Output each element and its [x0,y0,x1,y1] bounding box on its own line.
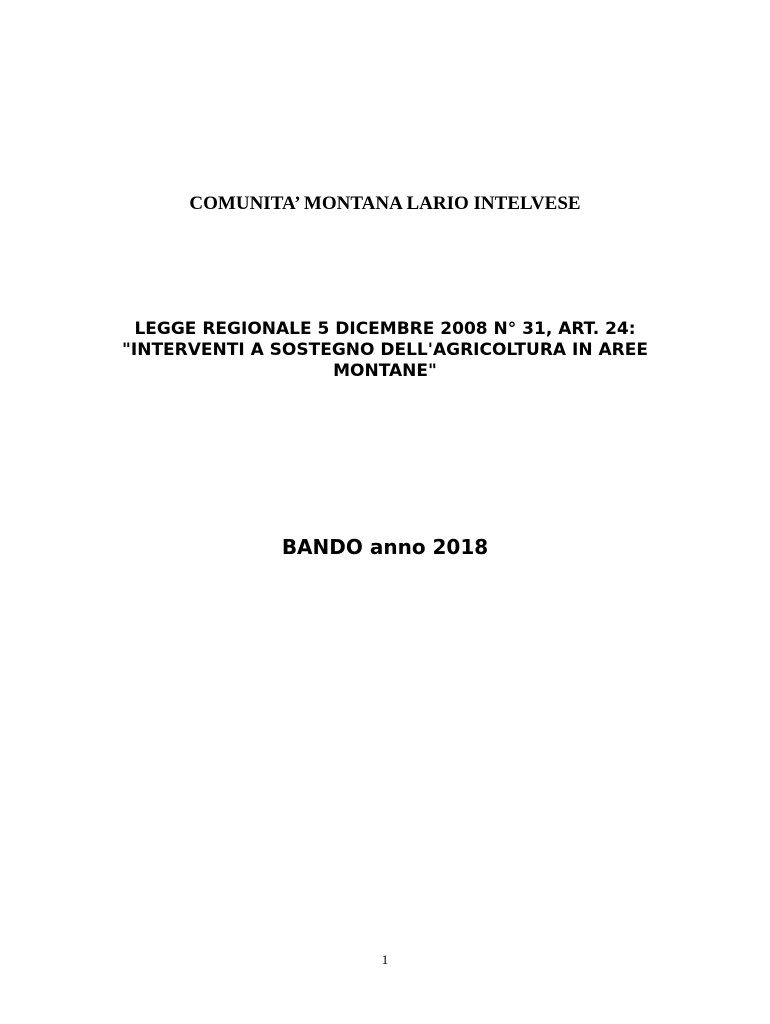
law-reference-line-2: "INTERVENTI A SOSTEGNO DELL'AGRICOLTURA IN AREE [122,340,648,360]
law-reference-block [60,319,710,382]
bando-title: BANDO anno 2018 [281,535,489,559]
law-reference-line-1: LEGGE REGIONALE 5 DICEMBRE 2008 N° 31, ART. 24: [134,319,636,339]
law-reference-line-3: MONTANE" [333,361,437,381]
page-number: 1 [381,952,389,967]
organization-title: COMUNITA’ MONTANA LARIO INTELVESE [189,193,581,214]
